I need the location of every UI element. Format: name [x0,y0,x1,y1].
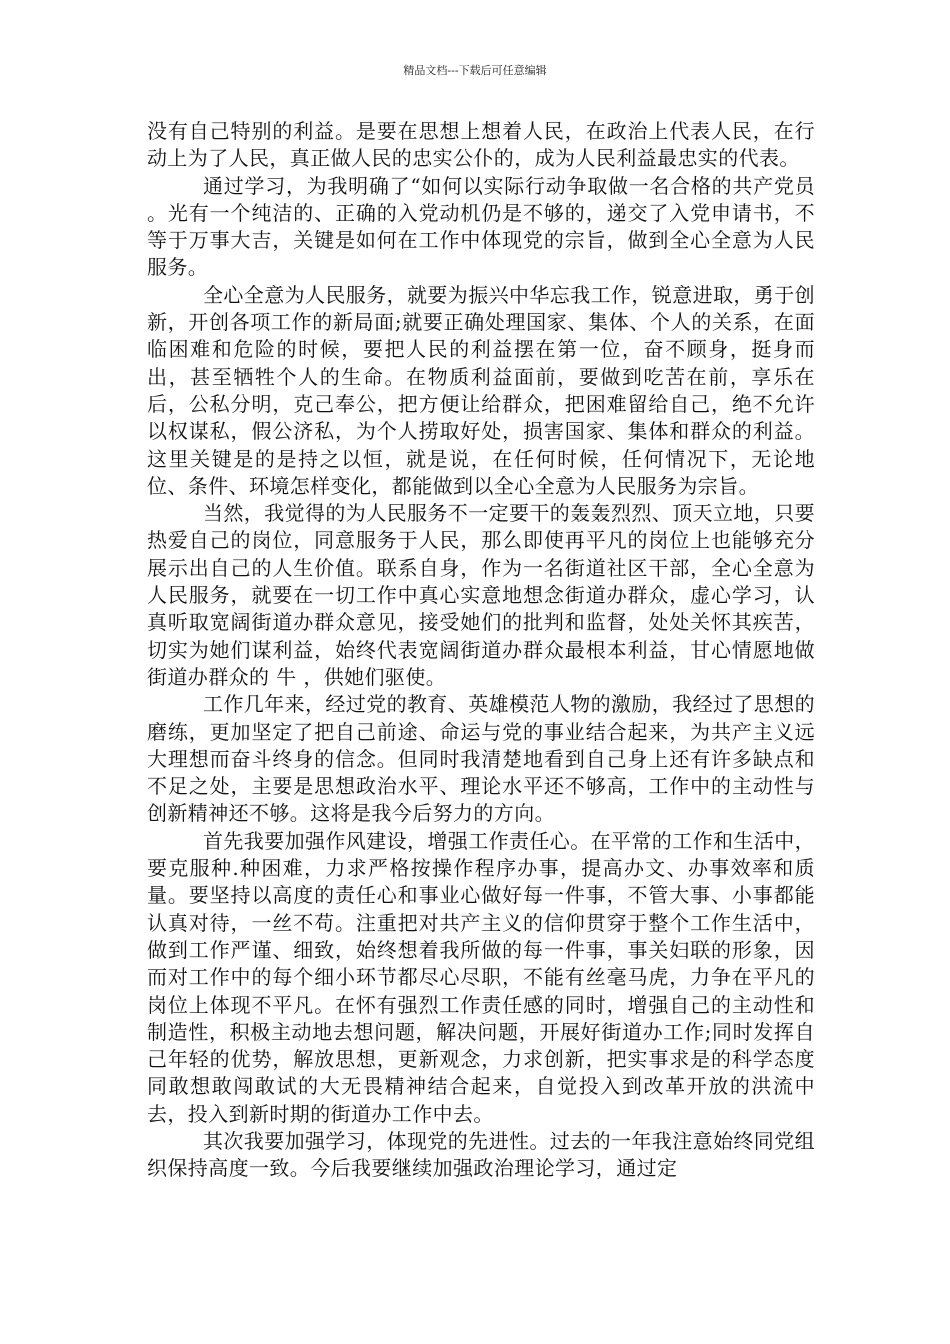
paragraph: 没有自己特别的利益。是要在思想上想着人民，在政治上代表人民，在行动上为了人民，真正做人民的忠实公仆的，成为人民利益最忠实的代表。 [147,119,815,171]
paragraph: 工作几年来，经过党的教育、英雄模范人物的激励，我经过了思想的磨练，更加坚定了把自己前途、命运与党的事业结合起来，为共产主义远大理想而奋斗终身的信念。但同时我清楚地看到自己身上还有许多缺点和不足之处，主要是思想政治水平、理论水平还不够高，工作中的主动性与创新精神还不够。这将是我今后努力的方向。 [147,692,815,826]
paragraph: 其次我要加强学习，体现党的先进性。过去的一年我注意始终同党组织保持高度一致。今后我要继续加强政治理论学习，通过定 [147,1128,815,1181]
page-header: 精品文档---下载后可任意编辑 [403,64,547,77]
paragraph: 通过学习，为我明确了“如何以实际行动争取做一名合格的共产党员 。光有一个纯洁的、正确的入党动机仍是不够的，递交了入党申请书，不等于万事大吉，关键是如何在工作中体现党的宗旨，做到全心全意为人民服务。 [147,173,815,280]
document-body [147,118,815,1183]
paragraph: 全心全意为人民服务，就要为振兴中华忘我工作，锐意进取，勇于创新，开创各项工作的新局面;就要正确处理国家、集体、个人的关系，在面临困难和危险的时候，要把人民的利益摆在第一位，奋不顾身，挺身而出，甚至牺牲个人的生命。在物质利益面前，要做到吃苦在前，享乐在后，公私分明，克己奉公，把方便让给群众，把困难留给自己，绝不允许以权谋私，假公济私，为个人捞取好处，损害国家、集体和群众的利益。这里关键是的是持之以恒，就是说，在任何时候，任何情况下，无论地位、条件、环境怎样变化，都能做到以全心全意为人民服务为宗旨。 [147,282,815,498]
paragraph: 当然，我觉得的为人民服务不一定要干的轰轰烈烈、顶天立地，只要热爱自己的岗位，同意服务于人民，那么即使再平凡的岗位上也能够充分展示出自己的人生价值。联系自身，作为一名街道社区干部，全心全意为人民服务，就要在一切工作中真心实意地想念街道办群众，虚心学习，认真听取宽阔街道办群众意见，接受她们的批判和监督，处处关怀其疾苦，切实为她们谋利益，始终代表宽阔街道办群众最根本利益，甘心情愿地做街道办群众的 牛 ，供她们驱使。 [147,501,815,689]
paragraph: 首先我要加强作风建设，增强工作责任心。在平常的工作和生活中，要克服种.种困难，力求严格按操作程序办事，提高办文、办事效率和质量。要坚持以高度的责任心和事业心做好每一件事，不管大事、小事都能认真对待，一丝不苟。注重把对共产主义的信仰贯穿于整个工作生活中，做到工作严谨、细致，始终想着我所做的每一件事，事关妇联的形象，因而对工作中的每个细小环节都尽心尽职，不能有丝毫马虎，力争在平凡的岗位上体现不平凡。在怀有强烈工作责任感的同时，增强自己的主动性和制造性，积极主动地去想问题，解决问题，开展好街道办工作;同时发挥自己年轻的优势，解放思想，更新观念，力求创新，把实事求是的科学态度同敢想敢闯敢试的大无畏精神结合起来，自觉投入到改革开放的洪流中去，投入到新时期的街道办工作中去。 [147,828,815,1126]
